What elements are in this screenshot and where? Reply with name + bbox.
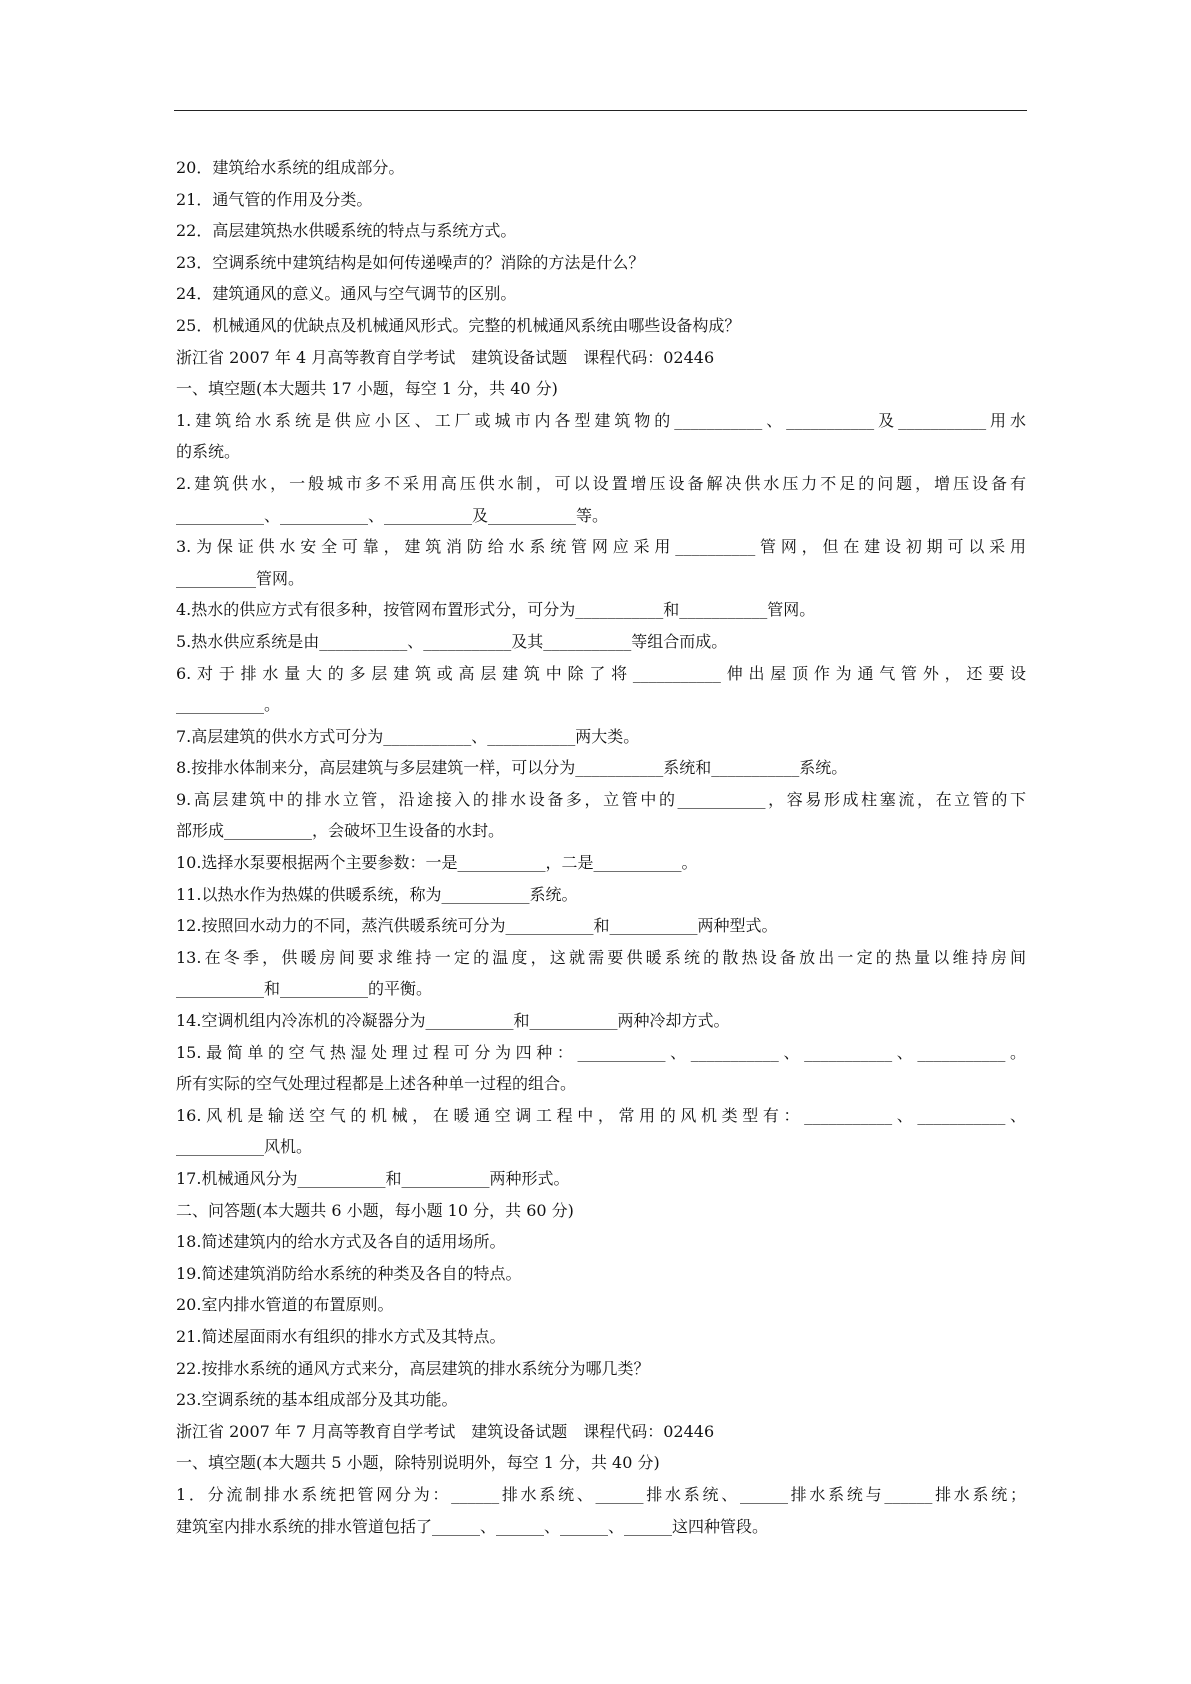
text-line: 2.建筑供水，一般城市多不采用高压供水制，可以设置增压设备解决供水压力不足的问题，增压设备有: [176, 473, 1026, 493]
text-line: ___________风机。: [176, 1137, 313, 1157]
text-line: 建筑室内排水系统的排水管道包括了______、______、______、______这四种管段。: [176, 1516, 769, 1536]
text-line: 19.简述建筑消防给水系统的种类及各自的特点。: [176, 1263, 522, 1283]
text-line: 18.简述建筑内的给水方式及各自的适用场所。: [176, 1232, 506, 1252]
text-line: 1.建筑给水系统是供应小区、工厂或城市内各型建筑物的___________、___________及___________用水: [176, 410, 1026, 430]
text-line: 16.风机是输送空气的机械，在暖通空调工程中，常用的风机类型有：___________、___________、: [176, 1105, 1026, 1125]
text-line: 15.最简单的空气热湿处理过程可分为四种：___________、___________、___________、___________。: [176, 1042, 1026, 1062]
text-line: 7.高层建筑的供水方式可分为___________、___________两大类。: [176, 726, 640, 746]
text-line: __________管网。: [176, 568, 305, 588]
text-line: 12.按照回水动力的不同，蒸汽供暖系统可分为___________和___________两种型式。: [176, 916, 778, 936]
text-line: 23．空调系统中建筑结构是如何传递噪声的？消除的方法是什么？: [176, 252, 645, 272]
text-line: ___________、___________、___________及___________等。: [176, 505, 609, 525]
text-line: 22．高层建筑热水供暖系统的特点与系统方式。: [176, 221, 517, 241]
section-heading: 一、填空题(本大题共 5 小题，除特别说明外，每空 1 分，共 40 分): [176, 1453, 660, 1473]
text-line: 13.在冬季，供暖房间要求维持一定的温度，这就需要供暖系统的散热设备放出一定的热量以维持房间: [176, 947, 1026, 967]
text-line: 17.机械通风分为___________和___________两种形式。: [176, 1169, 570, 1188]
header-rule: [174, 110, 1027, 111]
text-line: 所有实际的空气处理过程都是上述各种单一过程的组合。: [176, 1074, 577, 1094]
section-heading: 一、填空题(本大题共 17 小题，每空 1 分，共 40 分): [176, 379, 558, 399]
text-line: 24．建筑通风的意义。通风与空气调节的区别。: [176, 284, 517, 304]
exam-heading: 浙江省 2007 年 7 月高等教育自学考试 建筑设备试题 课程代码：02446: [176, 1421, 715, 1441]
text-line: 21.简述屋面雨水有组织的排水方式及其特点。: [176, 1326, 506, 1346]
text-line: 8.按排水体制来分，高层建筑与多层建筑一样，可以分为___________系统和___________系统。: [176, 758, 848, 778]
section-heading: 二、问答题(本大题共 6 小题，每小题 10 分，共 60 分): [176, 1200, 574, 1220]
text-line: 20.室内排水管道的布置原则。: [176, 1295, 394, 1315]
text-line: ___________和___________的平衡。: [176, 979, 433, 999]
text-line: 22.按排水系统的通风方式来分，高层建筑的排水系统分为哪几类？: [176, 1358, 650, 1378]
text-line: 20．建筑给水系统的组成部分。: [176, 158, 405, 177]
text-line: 部形成___________，会破坏卫生设备的水封。: [176, 821, 505, 841]
text-line: 的系统。: [176, 442, 241, 462]
text-line: 10.选择水泵要根据两个主要参数：一是___________，二是___________。: [176, 853, 698, 873]
text-line: 9.高层建筑中的排水立管，沿途接入的排水设备多，立管中的___________，容易形成柱塞流，在立管的下: [176, 789, 1026, 809]
text-line: 25．机械通风的优缺点及机械通风形式。完整的机械通风系统由哪些设备构成？: [176, 315, 741, 335]
text-line: 11.以热水作为热媒的供暖系统，称为___________系统。: [176, 884, 578, 904]
text-line: 3.为保证供水安全可靠，建筑消防给水系统管网应采用__________管网，但在建设初期可以采用: [176, 537, 1026, 557]
document-body: [176, 152, 1026, 1542]
text-line: 6.对于排水量大的多层建筑或高层建筑中除了将___________伸出屋顶作为通气管外，还要设: [176, 663, 1026, 683]
exam-heading: 浙江省 2007 年 4 月高等教育自学考试 建筑设备试题 课程代码：02446: [176, 347, 715, 367]
text-line: 1．分流制排水系统把管网分为：______排水系统、______排水系统、______排水系统与______排水系统；: [176, 1484, 1026, 1504]
text-line: 21．通气管的作用及分类。: [176, 189, 373, 209]
text-line: 23.空调系统的基本组成部分及其功能。: [176, 1390, 458, 1410]
text-line: 5.热水供应系统是由___________、___________及其___________等组合而成。: [176, 631, 728, 651]
text-line: 4.热水的供应方式有很多种，按管网布置形式分，可分为___________和___________管网。: [176, 600, 816, 620]
text-line: 14.空调机组内冷冻机的冷凝器分为___________和___________两种冷却方式。: [176, 1011, 730, 1031]
text-line: ___________。: [176, 695, 281, 715]
